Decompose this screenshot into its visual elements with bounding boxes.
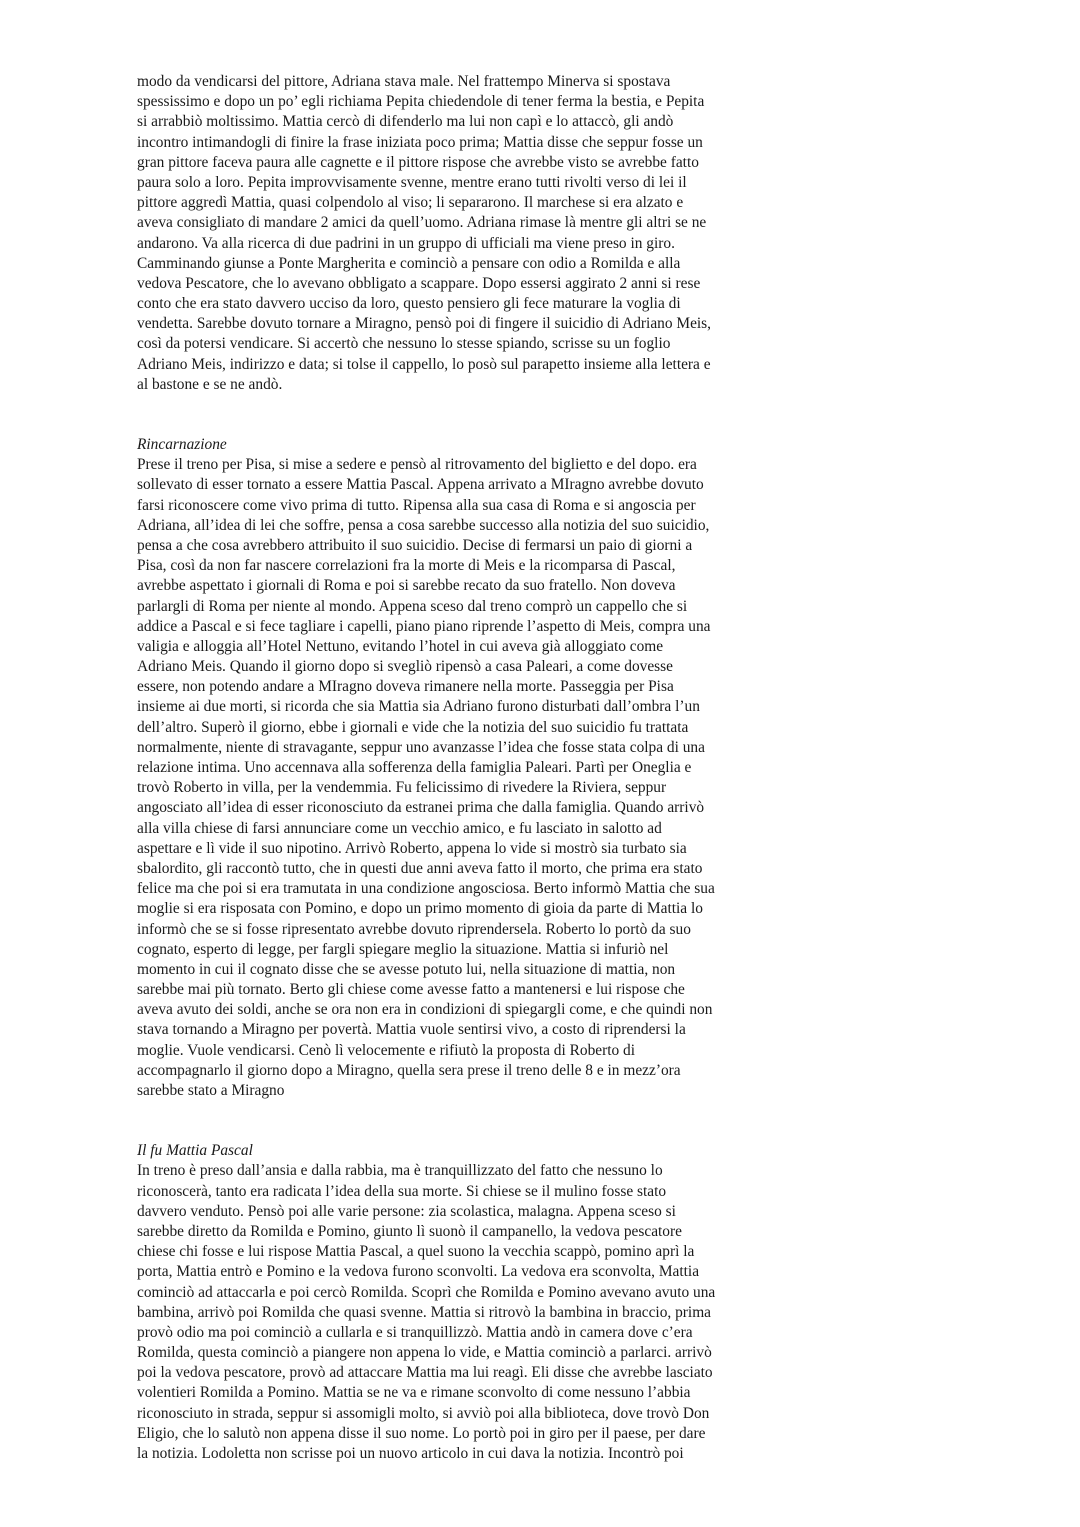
text-line: riconoscerà, tanto era radicata l’idea della sua morte. Si chiese se il mulino fosse stato <box>137 1182 667 1200</box>
section-il-fu-mattia-pascal <box>137 1141 837 1464</box>
text-line: Camminando giunse a Ponte Margherita e cominciò a pensare con odio a Romilda e alla <box>137 254 681 272</box>
text-line: Eligio, che lo salutò non appena disse il suo nome. Lo portò poi in giro per il paese, per dare <box>137 1424 706 1442</box>
text-line: aspettare e lì vide il suo nipotino. Arrivò Roberto, appena lo vide si mostrò sia turbato sia <box>137 839 687 857</box>
text-line: parlargli di Roma per niente al mondo. Appena sceso dal treno comprò un cappello che si <box>137 597 688 615</box>
text-line: andarono. Va alla ricerca di due padrini in un gruppo di ufficiali ma viene preso in giro. <box>137 234 675 252</box>
text-line: così da potersi vendicare. Si accertò che nessuno lo stesse spiando, scrisse su un foglio <box>137 335 671 353</box>
text-line: valigia e alloggia all’Hotel Nettuno, evitando l’hotel in cui aveva già alloggiato come <box>137 637 664 655</box>
text-line: insieme ai due morti, si ricorda che sia Mattia sia Adriano furono disturbati dall’ombra l’un <box>137 698 700 716</box>
text-line: si arrabbiò moltissimo. Mattia cercò di difenderlo ma lui non capì e lo attaccò, gli andò <box>137 113 674 131</box>
text-line: la notizia. Lodoletta non scrisse poi un nuovo articolo in cui dava la notizia. Incontrò poi <box>137 1445 684 1462</box>
text-line: alla villa chiese di farsi annunciare come un vecchio amico, e fu lasciato in salotto ad <box>137 819 662 837</box>
text-line: sarebbe stato a Miragno <box>137 1082 285 1099</box>
text-line: al bastone e se ne andò. <box>137 375 283 393</box>
text-line: stava tornando a Miragno per povertà. Mattia vuole sentirsi vivo, a costo di riprendersi la <box>137 1021 686 1039</box>
text-line: angosciato all’idea di esser riconosciuto da estranei prima che dalla famiglia. Quando arrivò <box>137 799 705 817</box>
text-line: cominciò ad attaccarla e poi cercò Romilda. Scoprì che Romilda e Pomino avevano avuto una <box>137 1283 716 1301</box>
text-line: riconosciuto in strada, seppur si assomigli molto, si avviò poi alla biblioteca, dove trovò Don <box>137 1404 710 1422</box>
text-line: momento in cui il cognato disse che se avesse potuto lui, nella situazione di mattia, non <box>137 960 676 978</box>
section-heading: Il fu Mattia Pascal <box>137 1142 253 1160</box>
text-line: incontro intimandogli di finire la frase iniziata poco prima; Mattia disse che seppur fosse un <box>137 133 703 151</box>
text-line: Pisa, così da non far nascere correlazioni fra la morte di Meis e la ricomparsa di Pascal, <box>137 557 676 575</box>
text-line: avrebbe aspettato i giornali di Roma e poi si sarebbe recato da suo fratello. Non doveva <box>137 577 676 595</box>
section-gap <box>137 1101 837 1141</box>
text-line: bambina, arrivò poi Romilda che quasi svenne. Mattia si ritrovò la bambina in braccio, prima <box>137 1303 711 1321</box>
text-line: sbalordito, gli raccontò tutto, che in questi due anni aveva fatto il morto, che prima era stato <box>137 859 703 877</box>
text-line: aveva consigliato di mandare 2 amici da quell’uomo. Adriana rimase là mentre gli altri se ne <box>137 214 707 232</box>
text-line: paura solo a loro. Pepita improvvisamente svenne, mentre erano tutti rivolti verso di lei il <box>137 173 687 191</box>
text-line: gran pittore faceva paura alle cagnette e il pittore rispose che avrebbe visto se avrebbe fatto <box>137 153 699 171</box>
text-line: volentieri Romilda a Pomino. Mattia se ne va e rimane sconvolto di come nessuno l’abbia <box>137 1384 691 1402</box>
text-line: sarebbe diretto da Romilda e Pomino, giunto lì suonò il campanello, la vedova pescatore <box>137 1222 682 1240</box>
text-line: accompagnarlo il giorno dopo a Miragno, quella sera prese il treno delle 8 e in mezz’ora <box>137 1061 681 1079</box>
text-line: moglie si era risposata con Pomino, e dopo un primo momento di gioia da parte di Mattia lo <box>137 900 703 918</box>
text-line: pensa a che cosa avrebbero attribuito il suo suicidio. Decise di fermarsi un paio di giorni a <box>137 536 693 554</box>
text-line: vendetta. Sarebbe dovuto tornare a Miragno, pensò poi di fingere il suicidio di Adriano Meis, <box>137 315 712 333</box>
text-line: informò che se si fosse ripresentato avrebbe dovuto riprendersela. Roberto lo portò da suo <box>137 920 691 938</box>
text-line: felice ma che poi si era tramutata in una condizione angosciosa. Berto informò Mattia che sua <box>137 880 715 898</box>
text-line: Prese il treno per Pisa, si mise a sedere e pensò al ritrovamento del biglietto e del dopo. era <box>137 456 697 474</box>
text-line: Adriano Meis, indirizzo e data; si tolse il cappello, lo posò sul parapetto insieme alla lettera e <box>137 355 711 373</box>
document-page <box>137 72 837 1464</box>
text-line: farsi riconoscere come vivo prima di tutto. Ripensa alla sua casa di Roma e si angoscia per <box>137 496 696 514</box>
text-line: addice a Pascal e si fece tagliare i capelli, piano piano riprende l’aspetto di Meis, compra una <box>137 617 711 635</box>
text-line: Adriana, all’idea di lei che soffre, pensa a cosa sarebbe successo alla notizia del suo suicidio, <box>137 516 710 534</box>
text-line: normalmente, niente di stravagante, seppur uno avanzasse l’idea che fosse stata colpa di una <box>137 738 705 756</box>
text-line: vedova Pescatore, che lo avevano obbligato a scappare. Dopo essersi aggirato 2 anni si rese <box>137 274 701 292</box>
text-line: porta, Mattia entrò e Pomino e la vedova furono sconvolti. La vedova era sconvolta, Mattia <box>137 1263 700 1281</box>
text-line: davvero venduto. Pensò poi alle varie persone: zia scolastica, malagna. Appena sceso si <box>137 1202 676 1220</box>
text-line: pittore aggredì Mattia, quasi colpendolo al viso; li separarono. Il marchese si era alzato e <box>137 194 684 212</box>
text-line: cognato, esperto di legge, per fargli spiegare meglio la situazione. Mattia si infuriò nel <box>137 940 669 958</box>
text-line: trovò Roberto in villa, per la vendemmia. Fu felicissimo di rivedere la Riviera, seppur <box>137 779 667 797</box>
section-rincarnazione <box>137 435 837 1101</box>
text-line: provò odio ma poi cominciò a cullarla e si tranquillizzò. Mattia andò in camera dove c’era <box>137 1323 693 1341</box>
text-line: chiese chi fosse e lui rispose Mattia Pascal, a quel suono la vecchia scappò, pomino aprì la <box>137 1243 695 1261</box>
section-heading: Rincarnazione <box>137 436 227 453</box>
text-line: spessissimo e dopo un po’ egli richiama Pepita chiedendole di tener ferma la bestia, e Pepita <box>137 93 705 111</box>
text-line: Romilda, questa cominciò a piangere non appena lo vide, e Mattia cominciò a parlarci. arrivò <box>137 1344 712 1362</box>
section-gap <box>137 395 837 435</box>
text-line: aveva avuto dei soldi, anche se ora non era in condizioni di spiegargli come, e che quindi non <box>137 1001 713 1019</box>
text-line: sarebbe mai più tornato. Berto gli chiese come avesse fatto a mantenersi e lui rispose che <box>137 981 685 999</box>
text-line: relazione intima. Uno accennava alla sofferenza della famiglia Paleari. Partì per Oneglia e <box>137 759 692 776</box>
text-line: sollevato di esser tornato a essere Mattia Pascal. Appena arrivato a MIragno avrebbe dovuto <box>137 476 704 494</box>
section-continuation <box>137 72 837 395</box>
text-line: conto che era stato davvero ucciso da loro, questo pensiero gli fece maturare la voglia di <box>137 295 681 313</box>
text-line: essere, non potendo andare a MIragno doveva rimanere nella morte. Passeggia per Pisa <box>137 678 674 696</box>
text-line: In treno è preso dall’ansia e dalla rabbia, ma è tranquillizzato del fatto che nessuno lo <box>137 1162 663 1180</box>
text-line: modo da vendicarsi del pittore, Adriana stava male. Nel frattempo Minerva si spostava <box>137 73 671 90</box>
text-line: Adriano Meis. Quando il giorno dopo si svegliò ripensò a casa Paleari, a come dovesse <box>137 658 673 676</box>
text-line: poi la vedova pescatore, provò ad attaccare Mattia ma lui reagì. Eli disse che avrebbe lasciato <box>137 1364 713 1382</box>
text-line: moglie. Vuole vendicarsi. Cenò lì velocemente e rifiutò la proposta di Roberto di <box>137 1041 636 1059</box>
text-line: dell’altro. Superò il giorno, ebbe i giornali e vide che la notizia del suo suicidio fu trattata <box>137 718 689 736</box>
